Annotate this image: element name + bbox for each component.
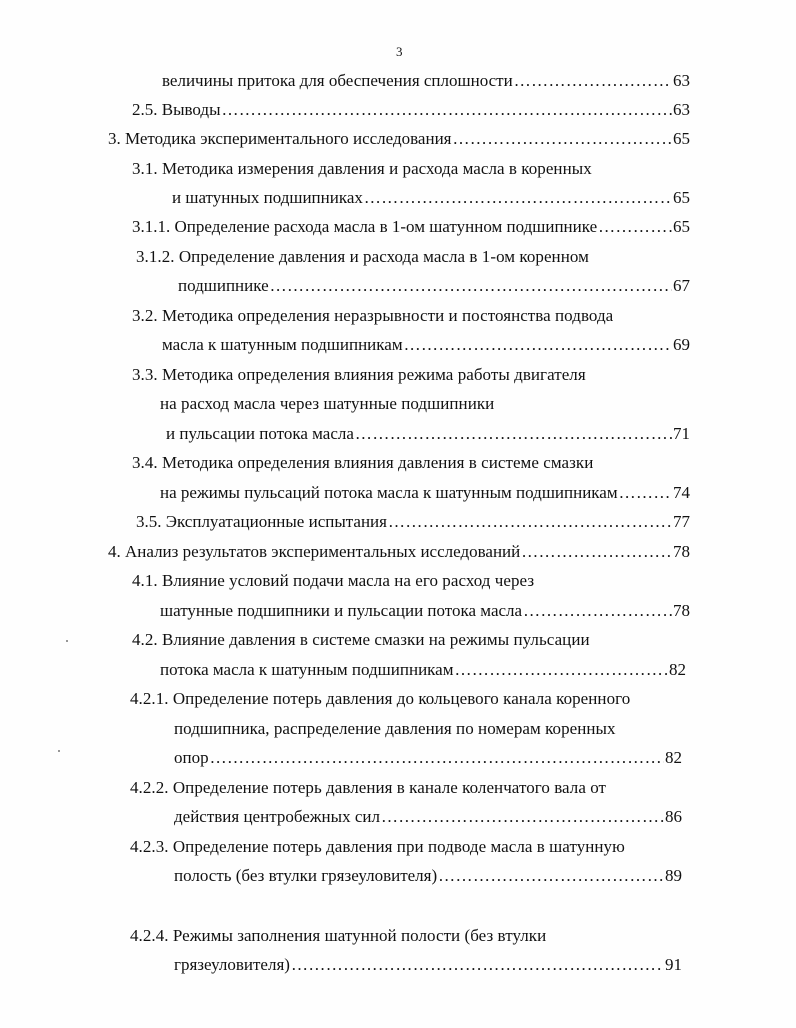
- toc-entry-text: 4.2.1. Определение потерь давления до кольцевого канала коренного: [130, 689, 631, 708]
- toc-entry-text: 3.1.1. Определение расхода масла в 1-ом шатунном подшипнике: [132, 217, 598, 236]
- toc-entry-text: на расход масла через шатунные подшипники: [160, 394, 495, 413]
- toc-entry-text: 3. Методика экспериментального исследования: [108, 129, 452, 148]
- leader-dots: [404, 334, 672, 356]
- toc-entry-text: 3.1. Методика измерения давления и расхода масла в коренных: [132, 159, 592, 178]
- toc-entry-text: и шатунных подшипниках: [172, 188, 363, 207]
- leader-dots: [270, 275, 672, 297]
- toc-entry: [174, 806, 682, 828]
- toc-entry-page: 69: [673, 335, 690, 354]
- toc-entry-text: шатунные подшипники и пульсации потока масла: [160, 601, 523, 620]
- toc-entry-text: 3.1.2. Определение давления и расхода масла в 1-ом коренном: [136, 247, 589, 266]
- toc-entry-text: 4.2.2. Определение потерь давления в канале коленчатого вала от: [130, 778, 607, 797]
- toc-entry-page: 74: [673, 483, 690, 502]
- toc-entry-text: потока масла к шатунным подшипникам: [160, 660, 454, 679]
- toc-entry-text: 4.1. Влияние условий подачи масла на его расход через: [132, 571, 535, 590]
- leader-dots: [210, 747, 664, 769]
- toc-entry-page: 91: [665, 955, 682, 974]
- toc-entry-text: 4.2.3. Определение потерь давления при подводе масла в шатунную: [130, 837, 625, 856]
- toc-entry-page: 71: [673, 424, 690, 443]
- toc-entry: [162, 70, 690, 92]
- toc-entry-page: 65: [673, 217, 690, 236]
- leader-dots: [438, 865, 664, 887]
- toc-entry-page: 82: [669, 660, 686, 679]
- page-number: 3: [396, 44, 403, 59]
- leader-dots: [355, 423, 672, 445]
- toc-entry: [132, 216, 690, 238]
- toc-entry-text: действия центробежных сил: [174, 807, 380, 826]
- leader-dots: [381, 806, 664, 828]
- toc-entry-text: 4.2.4. Режимы заполнения шатунной полости (без втулки: [130, 926, 547, 945]
- toc-entry-text: 3.4. Методика определения влияния давления в системе смазки: [132, 453, 594, 472]
- toc-entry-page: 78: [673, 542, 690, 561]
- toc-entry-text: опор: [174, 748, 209, 767]
- toc-entry-page: 63: [673, 71, 690, 90]
- leader-dots: [454, 659, 668, 681]
- toc-entry: [174, 865, 682, 887]
- toc-entry: [108, 128, 690, 150]
- toc-entry-text: на режимы пульсаций потока масла к шатунным подшипникам: [160, 483, 618, 502]
- leader-dots: [514, 70, 672, 92]
- toc-entry-text: подшипнике: [178, 276, 269, 295]
- toc-entry: [178, 275, 690, 297]
- toc-entry-text: грязеуловителя): [174, 955, 290, 974]
- leader-dots: [521, 541, 672, 563]
- leader-dots: [388, 511, 672, 533]
- toc-entry-page: 86: [665, 807, 682, 826]
- toc-entry-page: 63: [673, 100, 690, 119]
- toc-entry-text: 3.5. Эксплуатационные испытания: [136, 512, 387, 531]
- toc-entry-page: 65: [673, 188, 690, 207]
- toc-entry: [136, 511, 690, 533]
- toc-entry-page: 77: [673, 512, 690, 531]
- toc-entry-text: полость (без втулки грязеуловителя): [174, 866, 438, 885]
- leader-dots: [222, 99, 672, 121]
- toc-entry-text: подшипника, распределение давления по номерам коренных: [174, 719, 616, 738]
- toc-entry-page: 65: [673, 129, 690, 148]
- leader-dots: [364, 187, 672, 209]
- toc-entry-text: и пульсации потока масла: [166, 424, 354, 443]
- toc-entry-text: 4. Анализ результатов экспериментальных исследований: [108, 542, 521, 561]
- toc-entry: [160, 600, 690, 622]
- scan-speck: [58, 750, 60, 752]
- leader-dots: [523, 600, 672, 622]
- leader-dots: [619, 482, 672, 504]
- toc-entry-text: масла к шатунным подшипникам: [162, 335, 403, 354]
- leader-dots: [291, 954, 664, 976]
- toc-entry-page: 82: [665, 748, 682, 767]
- toc-entry: [160, 659, 686, 681]
- toc-entry-text: 3.3. Методика определения влияния режима работы двигателя: [132, 365, 586, 384]
- toc-entry: [132, 99, 690, 121]
- leader-dots: [453, 128, 673, 150]
- toc-entry-text: 4.2. Влияние давления в системе смазки на режимы пульсации: [132, 630, 590, 649]
- toc-entry-page: 89: [665, 866, 682, 885]
- toc-entry: [174, 747, 682, 769]
- toc-entry-page: 67: [673, 276, 690, 295]
- leader-dots: [598, 216, 672, 238]
- toc-entry: [166, 423, 690, 445]
- scan-speck: [66, 640, 68, 642]
- toc-entry: [160, 482, 690, 504]
- toc-entry-page: 78: [673, 601, 690, 620]
- toc-entry: [108, 541, 690, 563]
- toc-entry: [172, 187, 690, 209]
- toc-entry-text: 3.2. Методика определения неразрывности и постоянства подвода: [132, 306, 614, 325]
- toc-entry-text: величины притока для обеспечения сплошности: [162, 71, 513, 90]
- toc-entry-text: 2.5. Выводы: [132, 100, 221, 119]
- toc-entry: [174, 954, 682, 976]
- toc-entry: [162, 334, 690, 356]
